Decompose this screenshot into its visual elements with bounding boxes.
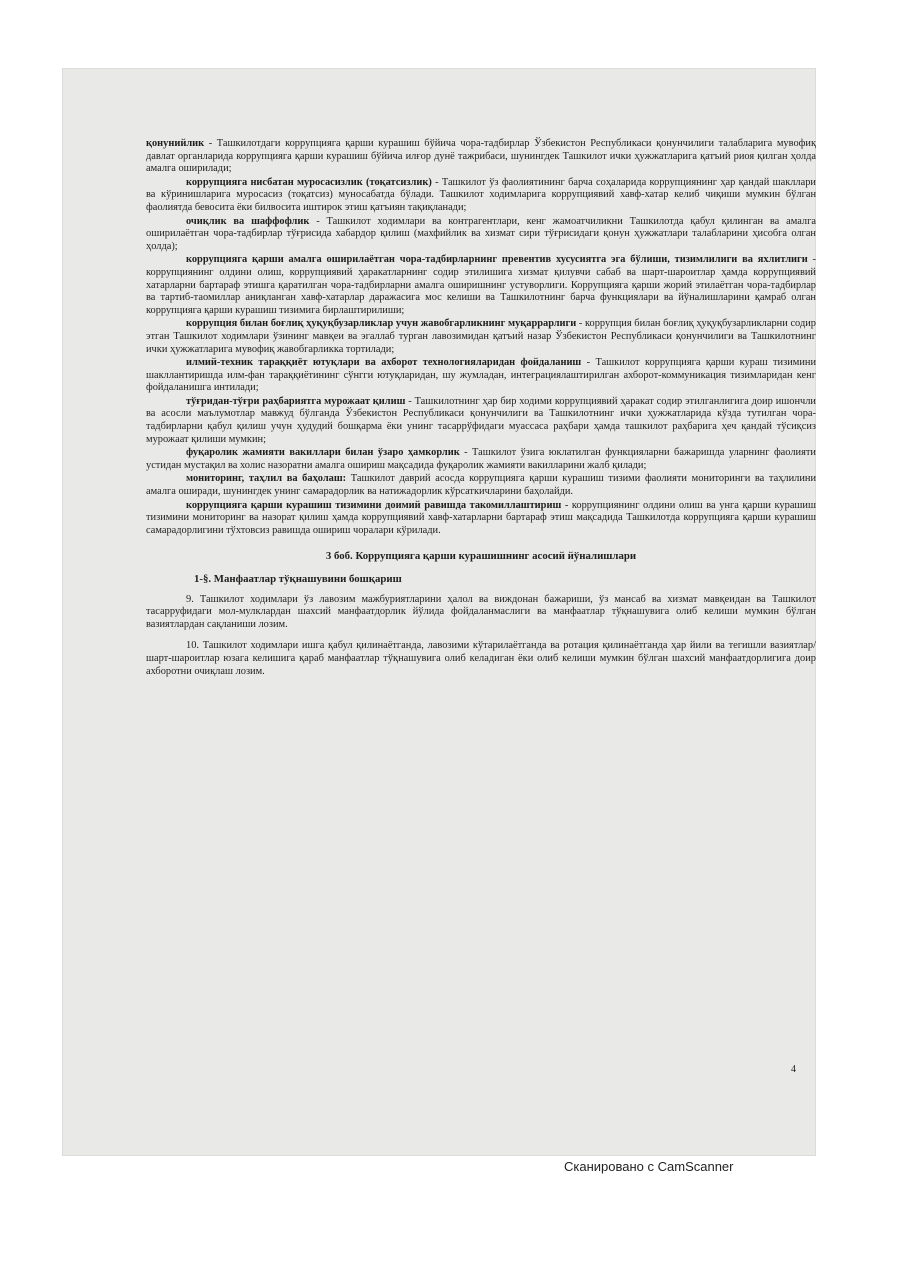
paragraph-spacer (146, 632, 816, 640)
paragraph (146, 396, 816, 446)
paragraph-text: - Ташкилот коррупцияга қарши кураш тизимини шакллантиришда илм-фан тараққиётининг сўнгги ютуқларидан, шу жумладан, интеграциялаштирилган ахборот-коммуникация тизимларидан кенг фойдаланишга интилади; (146, 357, 817, 394)
paragraph-text: - Ташкилотнинг ҳар бир ходими коррупциявий ҳаракат содир этилганлигига доир ишончли ва асосли маълумотлар мавжуд бўлганда Ўзбекистон Республикаси қонунчилиги ва Ташкилотнинг ички ҳужжатларида кўзда тутилган чора-тадбирларни қабул қилиш учун ҳудудий бошқарма ёки унинг тасаррўфидаги муассаса раҳбари ҳамда ташкилот раҳбарига ҳеч қандай тўсиқсиз мурожаат қилиши мумкин; (146, 395, 816, 445)
chapter-title: 3 боб. Коррупцияга қарши курашишнинг асосий йўналишлари (325, 550, 637, 563)
paragraph-term: коррупция билан боғлиқ ҳуқуқбузарликлар учун жавобгарликнинг муқаррарлиги (186, 318, 577, 330)
paragraph-term: тўғридан-тўғри раҳбариятга мурожаат қилиш (186, 395, 406, 407)
paragraph-term: фуқаролик жамияти вакиллари билан ўзаро ҳамкорлик (186, 447, 460, 459)
paragraph-text: Ташкилот даврий асосда коррупцияга қарши курашиш тизими фаолияти мониторинги ва таҳлилини амалга оширади, шунингдек унинг самарадорлик ва натижадорлик кўрсаткичларини баҳолайди. (146, 473, 817, 498)
paragraph (146, 254, 816, 317)
paragraph (146, 357, 816, 395)
paragraph-term: қонунийлик (146, 138, 205, 149)
document-body (146, 138, 816, 679)
paragraph-text: - коррупция билан боғлиқ ҳуқуқбузарликларни содир этган Ташкилот ходимлари ўзининг мавқеи ва эгаллаб турган лавозимидан қатъий назар Ўзбекистон Республикаси қонунчилиги ва Ташкилотнинг ички ҳужжатларига мувофиқ жавобгарликка тортилади; (146, 318, 816, 355)
paragraph (146, 318, 816, 356)
paragraph-term: очиқлик ва шаффофлик (186, 215, 310, 227)
section-title: 1-§. Манфаатлар тўқнашувини бошқариш (194, 573, 402, 585)
paragraph-term: илмий-техник тараққиёт ютуқлари ва ахборот технологияларидан фойдаланиш (186, 357, 582, 369)
numbered-paragraph: 9. Ташкилот ходимлари ўз лавозим мажбуриятларини ҳалол ва виждонан бажариши, ўз мансаб ва хизмат мавқеидан ва Ташкилот тасарруфидаги мол-мулклардан шахсий манфаатдорлик йўлида фойдаланмаслиги ва манфаатлар тўқнашувига олиб келиши мумкин бўлган вазиятлардан сақланиши лозим. (146, 593, 816, 630)
paragraph (146, 473, 816, 498)
paragraph-text: - Ташкилотдаги коррупцияга қарши курашиш бўйича чора-тадбирлар Ўзбекистон Республикаси қонунчилиги талабларига мувофиқ давлат органларида коррупцияга қарши курашиш бўйича илғор дунё тажрибаси, шунингдек Ташкилот ички ҳужжатларига қатъий риоя қилган ҳолда амалга оширилади; (146, 138, 816, 175)
paragraph-term: коррупцияга қарши амалга оширилаётган чора-тадбирларнинг превентив хусусиятга эга бўлиши, тизимлилиги ва яхлитлиги (186, 254, 808, 266)
paragraph (146, 138, 816, 176)
paragraph-term: коррупцияга нисбатан муросасизлик (тоқатсизлик) (186, 176, 432, 188)
paragraph-text: - коррупциянинг олдини олиш, коррупциявий ҳаракатларнинг содир этилишига хизмат қилувчи сабаб ва шарт-шароитлар ҳамда коррупциявий хатарларни бартараф этишга қаратилган чора-тадбирларни амалга оширишнинг устуворлиги. Коррупцияга қарши жорий этилаётган чора-тадбирлар ва тартиб-таомиллар аниқланган хавф-хатарлар даражасига мос келиши ва Ташкилотнинг барча функциялари ва йўналишларини қамраб олган коррупцияга қарши курашиш тизимига бирлаштирилиши; (146, 254, 816, 316)
paragraph (146, 216, 816, 254)
paragraph-text: - Ташкилот ўзига юклатилган функцияларни бажаришда уларнинг фаолияти устидан мустақил ва холис назоратни амалга ошириш мақсадида фуқаролик жамияти вакилларини жалб қилади; (146, 447, 816, 471)
paragraph (146, 500, 816, 538)
paragraph-term: мониторинг, таҳлил ва баҳолаш: (186, 473, 347, 485)
scanned-page (62, 68, 816, 1156)
paragraph-text: - Ташкилот ўз фаолиятининг барча соҳаларида коррупциянинг ҳар қандай шакллари ва кўринишларига муросасиз (тоқатсиз) муносабатда бўлади. Ташкилот ходимларига коррупциявий хавф-хатар келиб чиқиши мумкин бўлган фаолиятда бевосита ёки билвосита иштирок этиш қатъиян тақиқланади; (146, 176, 816, 213)
paragraph (146, 177, 816, 215)
paragraph-term: коррупцияга қарши курашиш тизимини доимий равишда такомиллаштириш (186, 499, 562, 511)
numbered-paragraph: 10. Ташкилот ходимлари ишга қабул қилинаётганда, лавозими кўтарилаётганда ва ротация қилинаётганда ҳар йили ва тегишли вазиятлар/шарт-шароитлар юзага келишига қараб манфаатлар тўқнашувига олиб келадиган ёки олиб келиши мумкин бўлган шахсий манфаатдорлигига доир ахборотни очиқлаш лозим. (146, 640, 816, 677)
page-number: 4 (791, 1064, 796, 1075)
paragraph-text: - коррупциянинг олдини олиш ва унга қарши курашиш тизимини мониторинг ва назорат қилиш ҳамда коррупциявий хавф-хатарларни бартараф этиш мақсадида Ташкилотда коррупцияга қарши курашиш самарадорлигини тўхтовсиз равишда ошириш чоралари кўрилади. (146, 499, 816, 536)
paragraph (146, 447, 816, 472)
paragraph-text: - Ташкилот ходимлари ва контрагентлари, кенг жамоатчиликни Ташкилотда қабул қилинган ва амалга оширилаётган чора-тадбирлар тўғрисида хабардор қилиш (махфийлик ва хизмат сири тўғрисидаги қонун ҳужжатлари талабларини ҳисобга олган ҳолда); (146, 215, 816, 252)
scanner-watermark-text: Сканировано с CamScanner (564, 1159, 734, 1174)
